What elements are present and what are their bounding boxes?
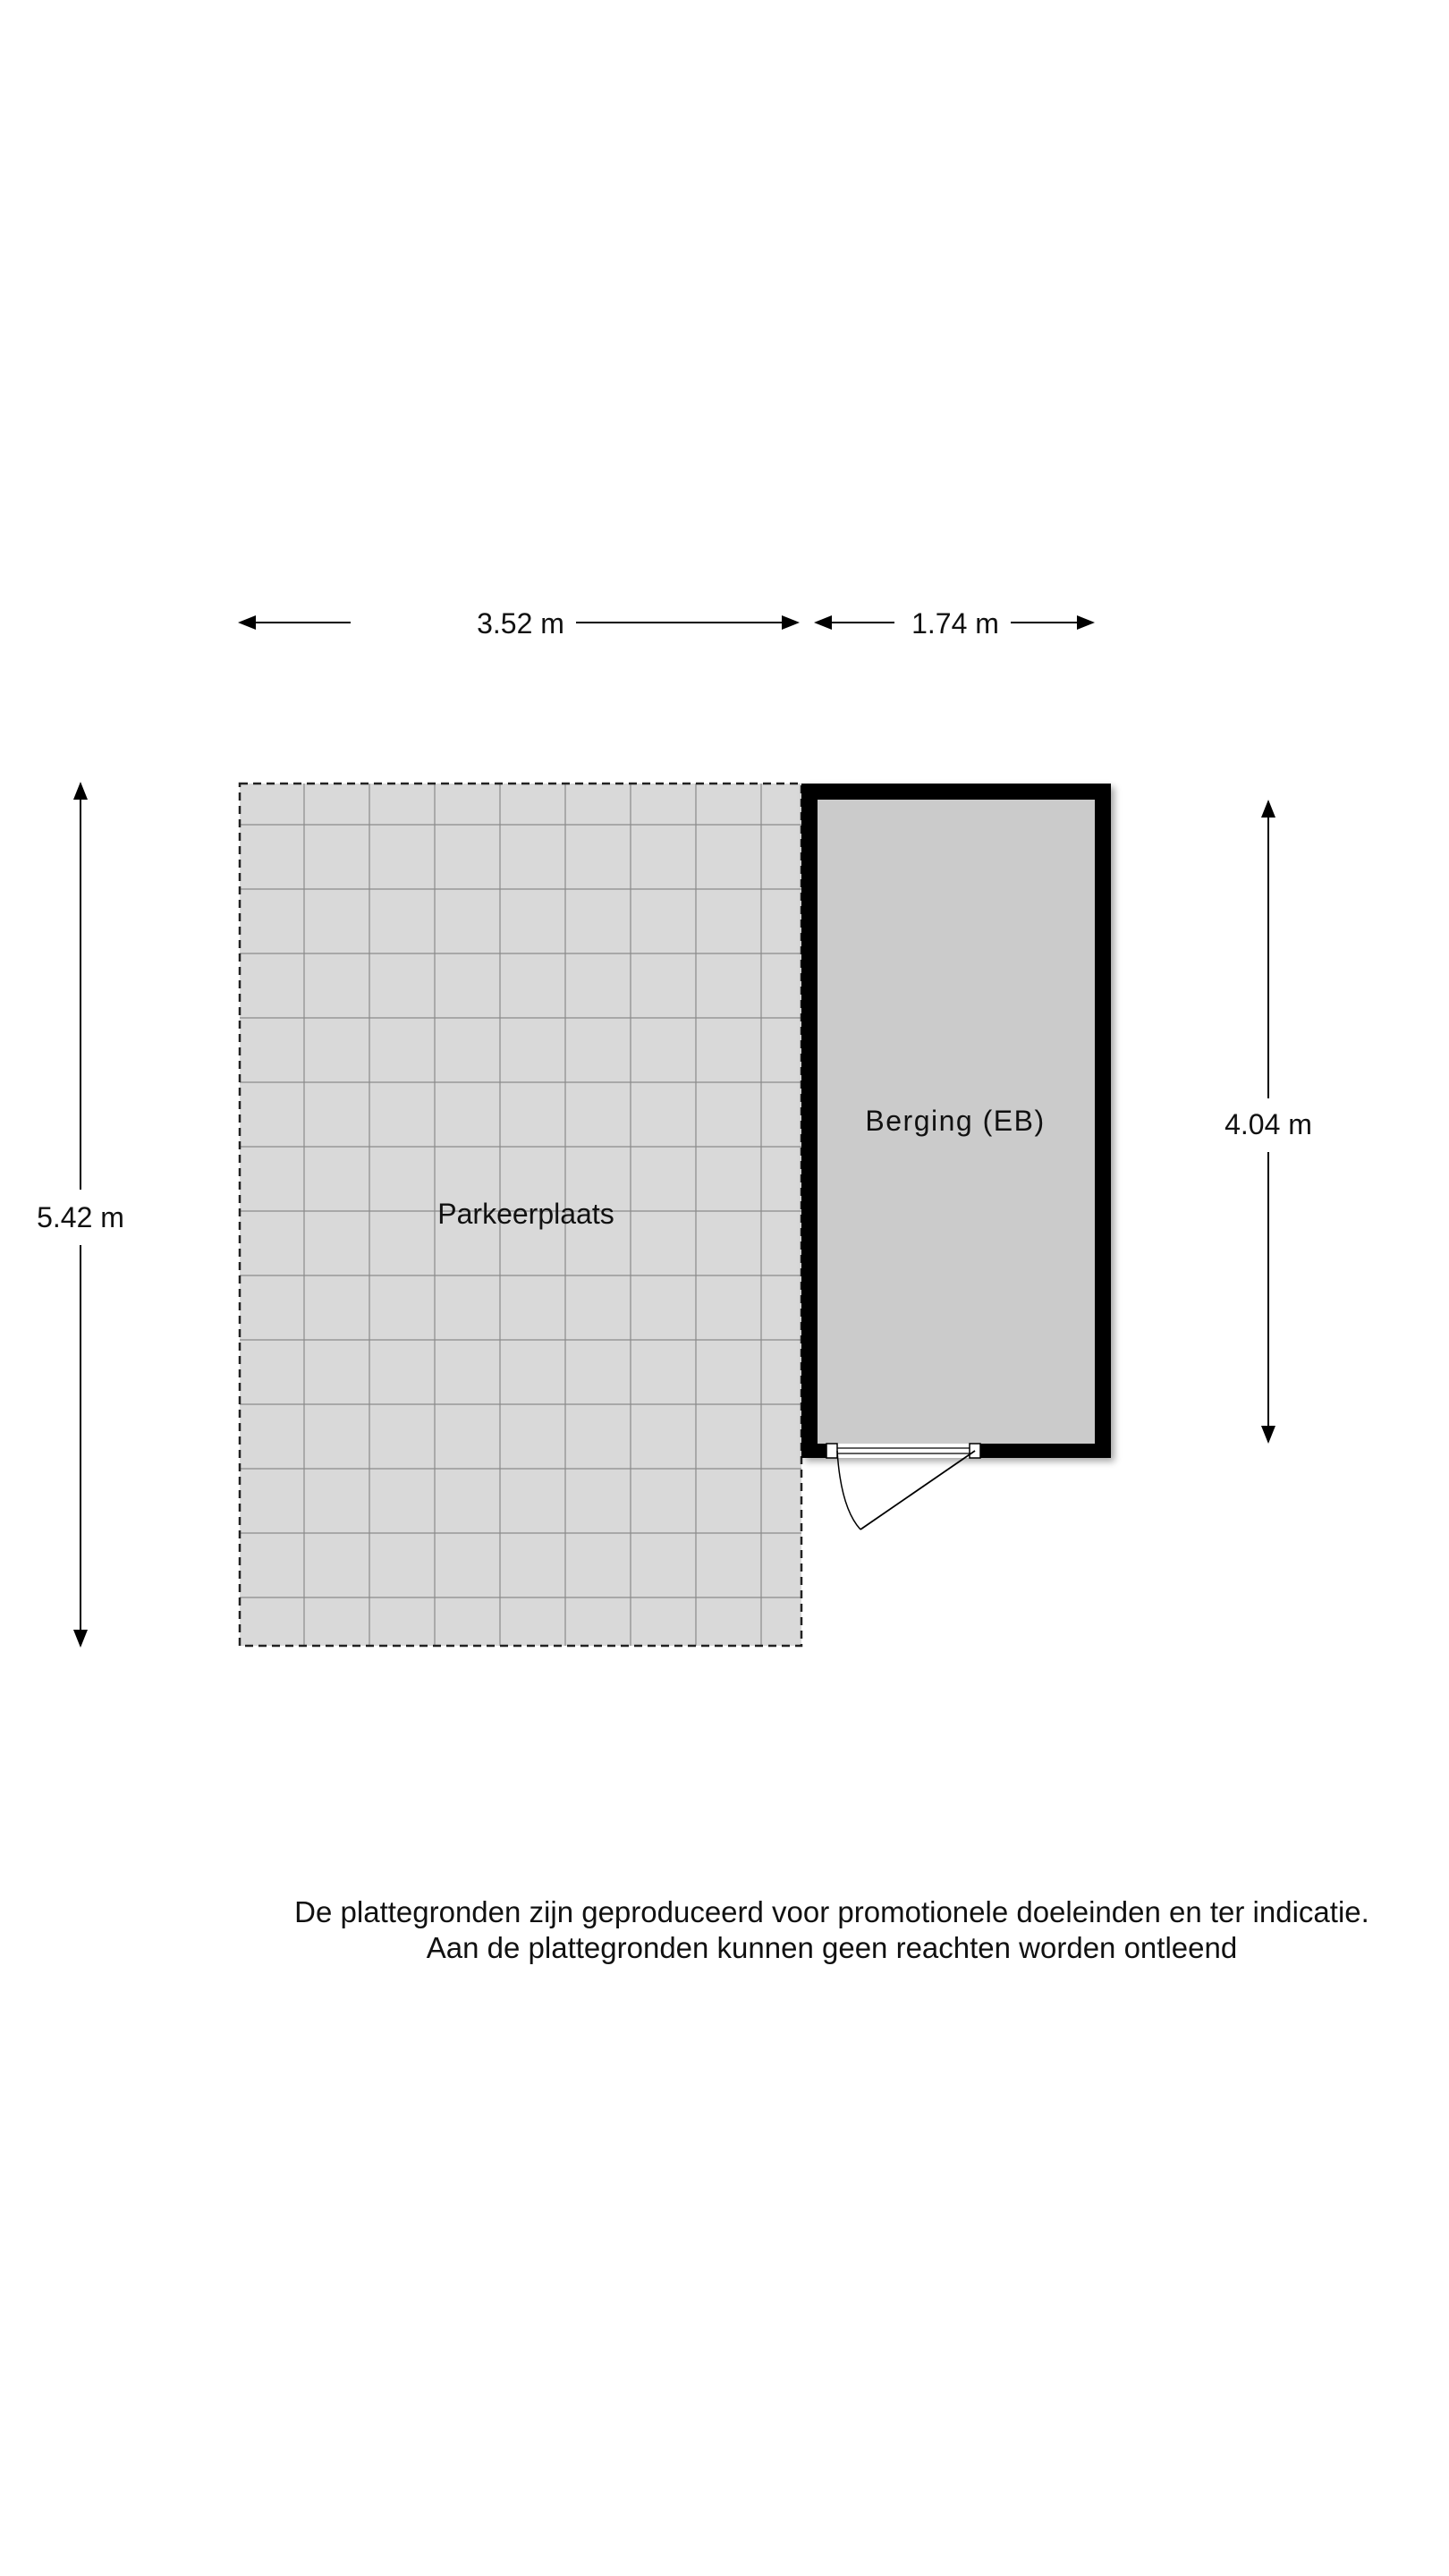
door-swing-arc [837,1451,860,1530]
storage-door [826,1444,980,1530]
parking-label: Parkeerplaats [437,1198,614,1230]
dimension-right [1224,801,1312,1442]
disclaimer-line-2: Aan de plattegronden kunnen geen reachten worden ontleend [426,1931,1238,1964]
dimension-right-label: 4.04 m [1224,1108,1312,1140]
dimension-top-left [240,607,798,640]
door-leaf [860,1451,975,1530]
storage-label: Berging (EB) [865,1105,1046,1137]
dimension-left [37,784,124,1646]
parking-area [240,784,801,1646]
dimension-top-right [816,607,1093,640]
disclaimer-line-1: De plattegronden zijn geproduceerd voor promotionele doeleinden en ter indicatie. [294,1895,1369,1928]
dimension-top-right-label: 1.74 m [911,607,999,640]
dimension-top-left-label: 3.52 m [477,607,564,640]
dimension-left-label: 5.42 m [37,1201,124,1233]
